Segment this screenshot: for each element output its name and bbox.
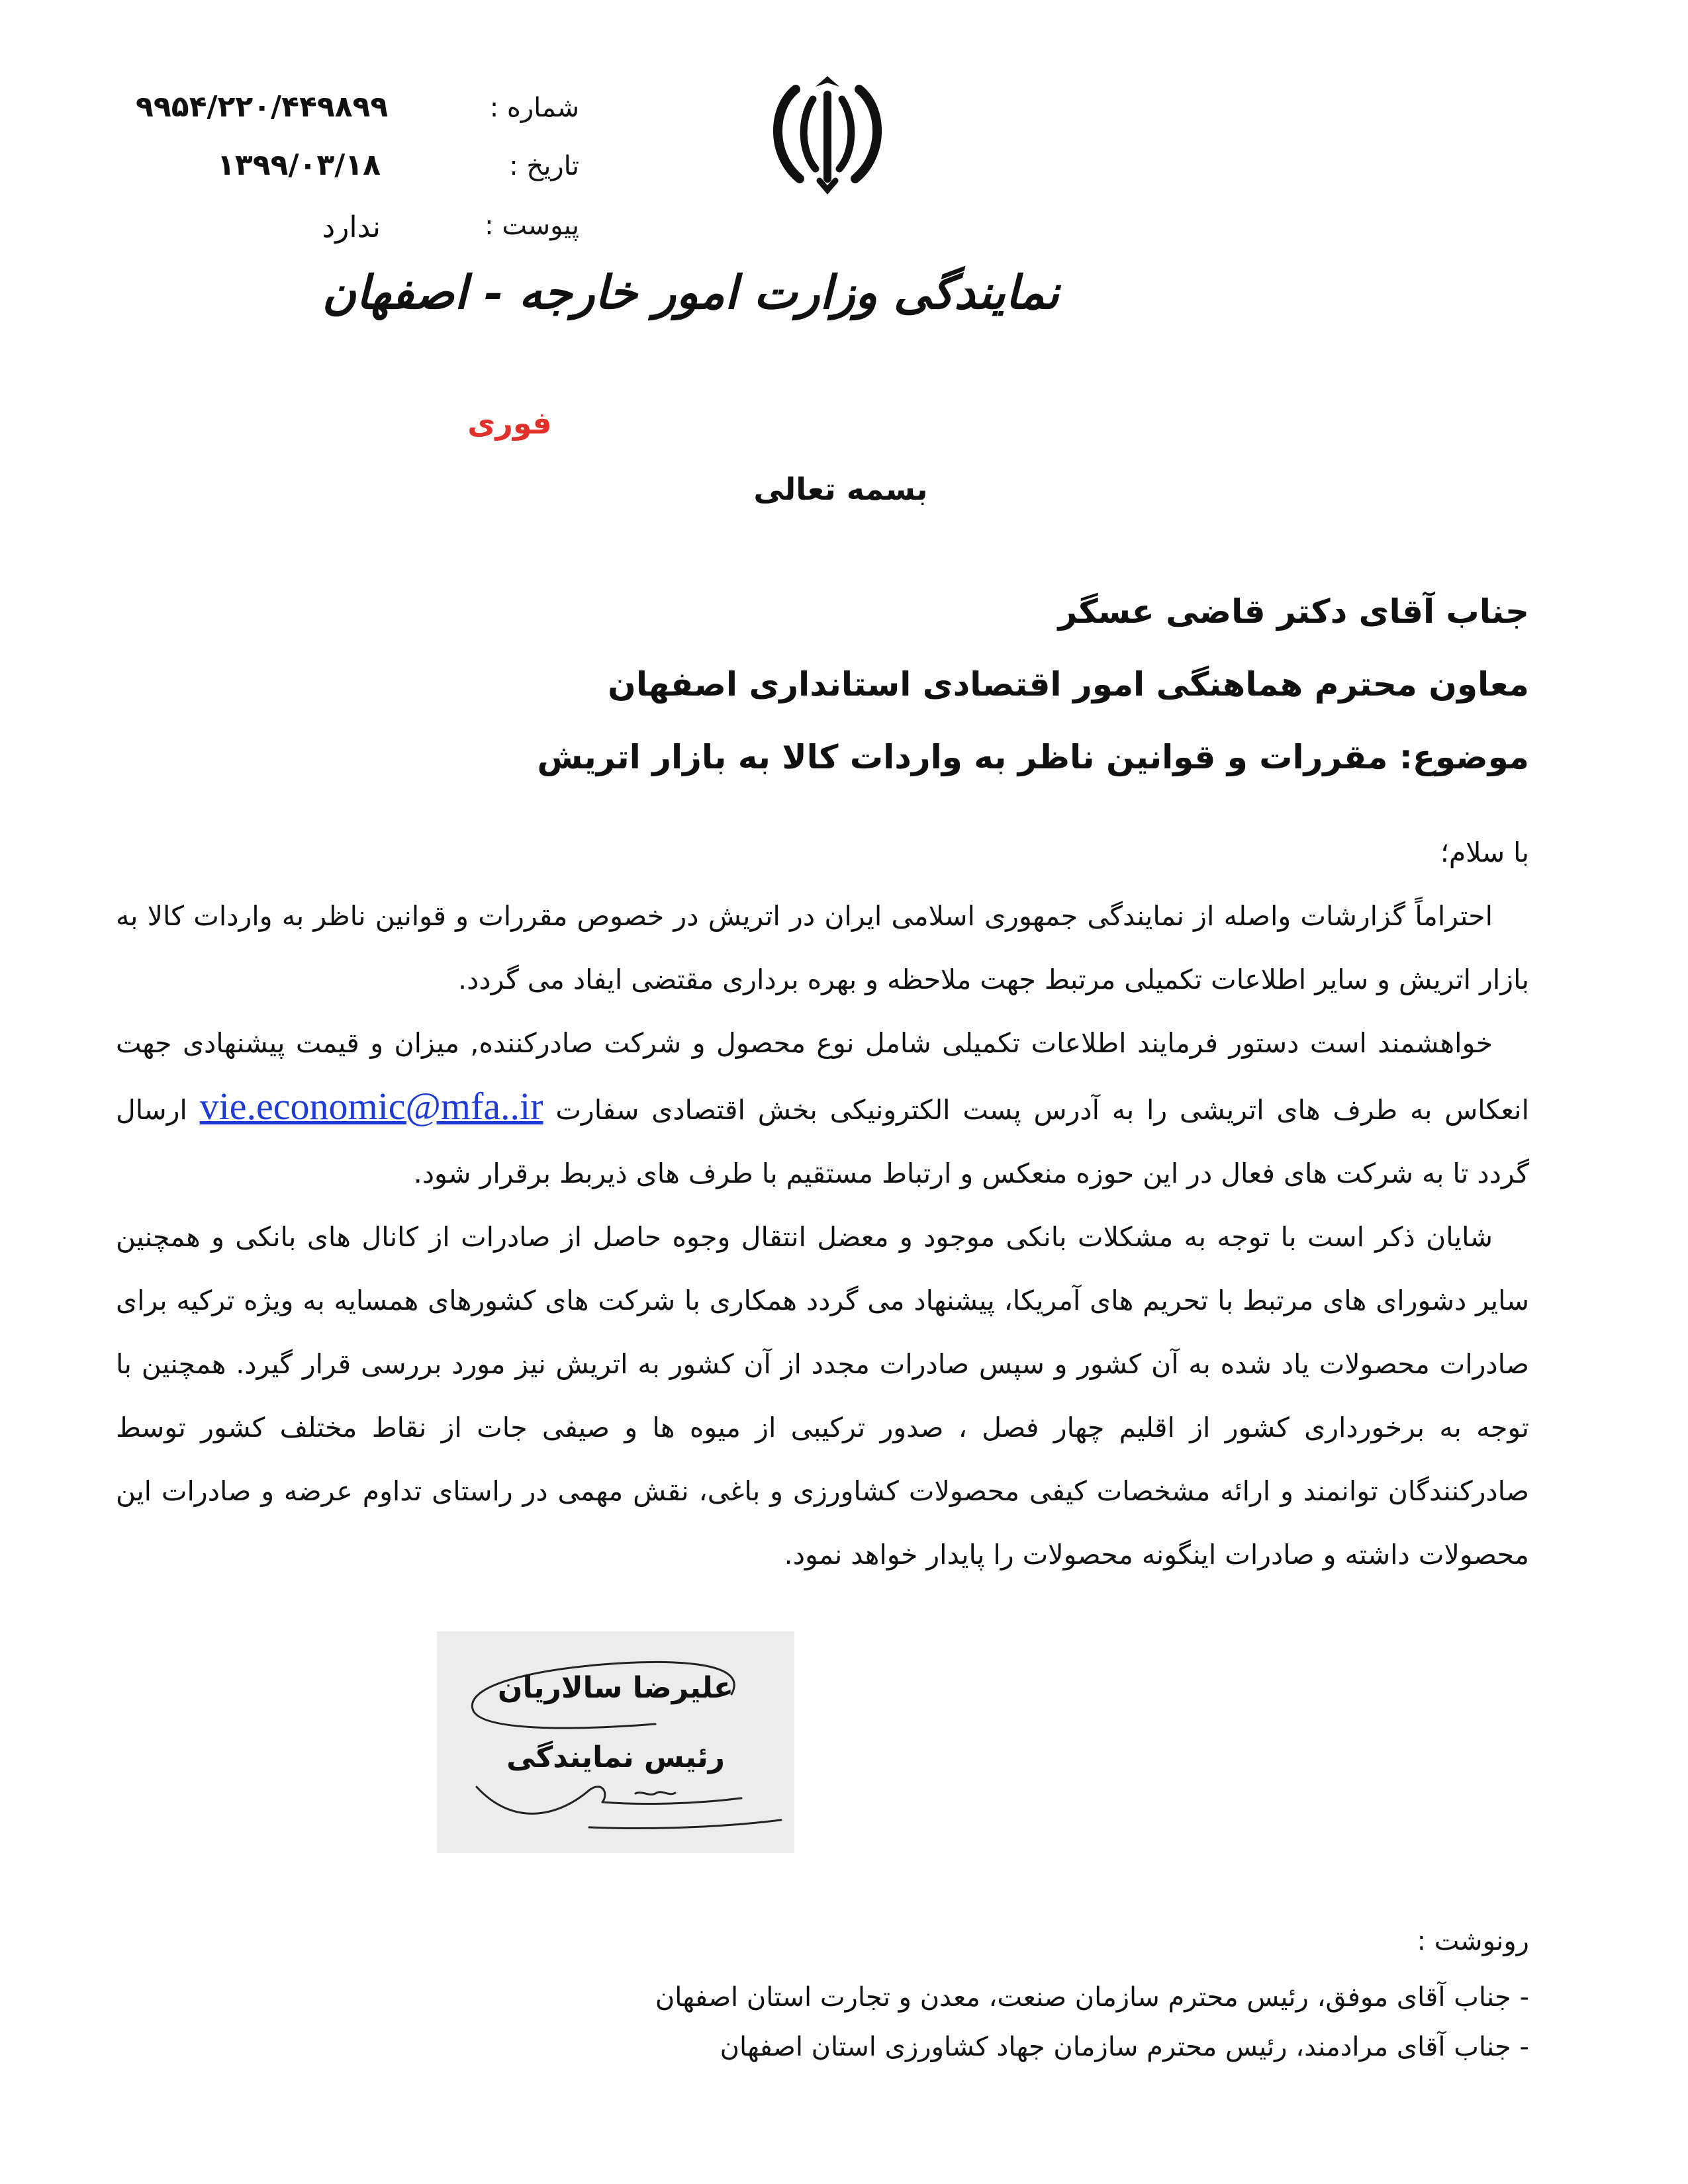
paragraph-1: احتراماً گزارشات واصله از نمایندگی جمهوری اسلامی ایران در اتریش در خصوص مقررات و قوانین ناظر به واردات کالا به بازار اتریش و سایر اطلاعات تکمیلی مرتبط جهت ملاحظه و بهره برداری مقتضی ایفاد می گردد.	[116, 900, 1529, 995]
recipient-name: جناب آقای دکتر قاضی عسگر	[1058, 592, 1529, 631]
attachment-value: ندارد	[322, 210, 381, 244]
date-value: ۱۳۹۹/۰۳/۱۸	[217, 148, 381, 182]
iran-emblem-icon	[768, 69, 887, 195]
basmala: بسمه تعالی	[753, 471, 928, 507]
ministry-letterhead: نمایندگی وزارت امور خارجه - اصفهان	[322, 265, 1059, 320]
paragraph-2-end: ارسال گردد تا به شرکت های فعال در این حوزه منعکس و ارتباط مستقیم با طرف های ذیربط برقرار شود.	[116, 1094, 1529, 1189]
signatory-name: علیرضا سالاریان	[497, 1671, 734, 1705]
cc-item: - جناب آقای موفق، رئیس محترم سازمان صنعت، معدن و تجارت استان اصفهان	[655, 1982, 1529, 2013]
letter-subject: موضوع: مقررات و قوانین ناظر به واردات کالا به بازار اتریش	[537, 738, 1529, 776]
recipient-title: معاون محترم هماهنگی امور اقتصادی استانداری اصفهان	[608, 665, 1529, 704]
greeting: با سلام؛	[1440, 837, 1529, 868]
attachment-label: پیوست :	[485, 210, 579, 241]
letter-body	[116, 821, 1529, 1586]
number-label: شماره :	[489, 93, 579, 123]
signatory-title: رئیس نمایندگی	[506, 1741, 725, 1774]
number-value: ۹۹۵۴/۲۲۰/۴۴۹۸۹۹	[136, 90, 389, 124]
economic-email-link[interactable]: vie.economic@mfa..ir	[199, 1085, 543, 1128]
paragraph-2-start: خواهشمند است دستور فرمایند اطلاعات تکمیلی شامل نوع محصول و شرکت صادرکننده, میزان و قیمت پیشنهادی جهت انعکاس به طرف های اتریشی را به آدرس پست الکترونیکی بخش اقتصادی سفارت	[116, 1027, 1529, 1126]
signature-block	[437, 1631, 794, 1853]
date-label: تاریخ :	[509, 151, 579, 181]
paragraph-3: شایان ذکر است با توجه به مشکلات بانکی موجود و معضل انتقال وجوه حاصل از صادرات از کانال های بانکی و همچنین سایر دشورای های مرتبط با تحریم های آمریکا، پیشنهاد می گردد همکاری با شرکت های کشورهای همسایه به ویژه ترکیه برای صادرات محصولات یاد شده به آن کشور و سپس صادرات مجدد از آن کشور به اتریش نیز مورد بررسی قرار گیرد. همچنین با توجه به برخورداری کشور از اقلیم چهار فصل ، صدور ترکیبی از میوه ها و صیفی جات از نقاط مختلف کشور توسط صادرکنندگان توانمند و ارائه مشخصات کیفی محصولات کشاورزی و باغی، نقش مهمی در راستای تداوم عرضه و صادرات این محصولات داشته و صادرات اینگونه محصولات را پایدار خواهد نمود.	[116, 1221, 1529, 1570]
cc-label: رونوشت :	[1417, 1926, 1529, 1956]
priority-label: فوری	[467, 405, 552, 441]
cc-item: - جناب آقای مرادمند، رئیس محترم سازمان جهاد کشاورزی استان اصفهان	[720, 2032, 1529, 2062]
paragraph-2	[116, 1011, 1529, 1205]
